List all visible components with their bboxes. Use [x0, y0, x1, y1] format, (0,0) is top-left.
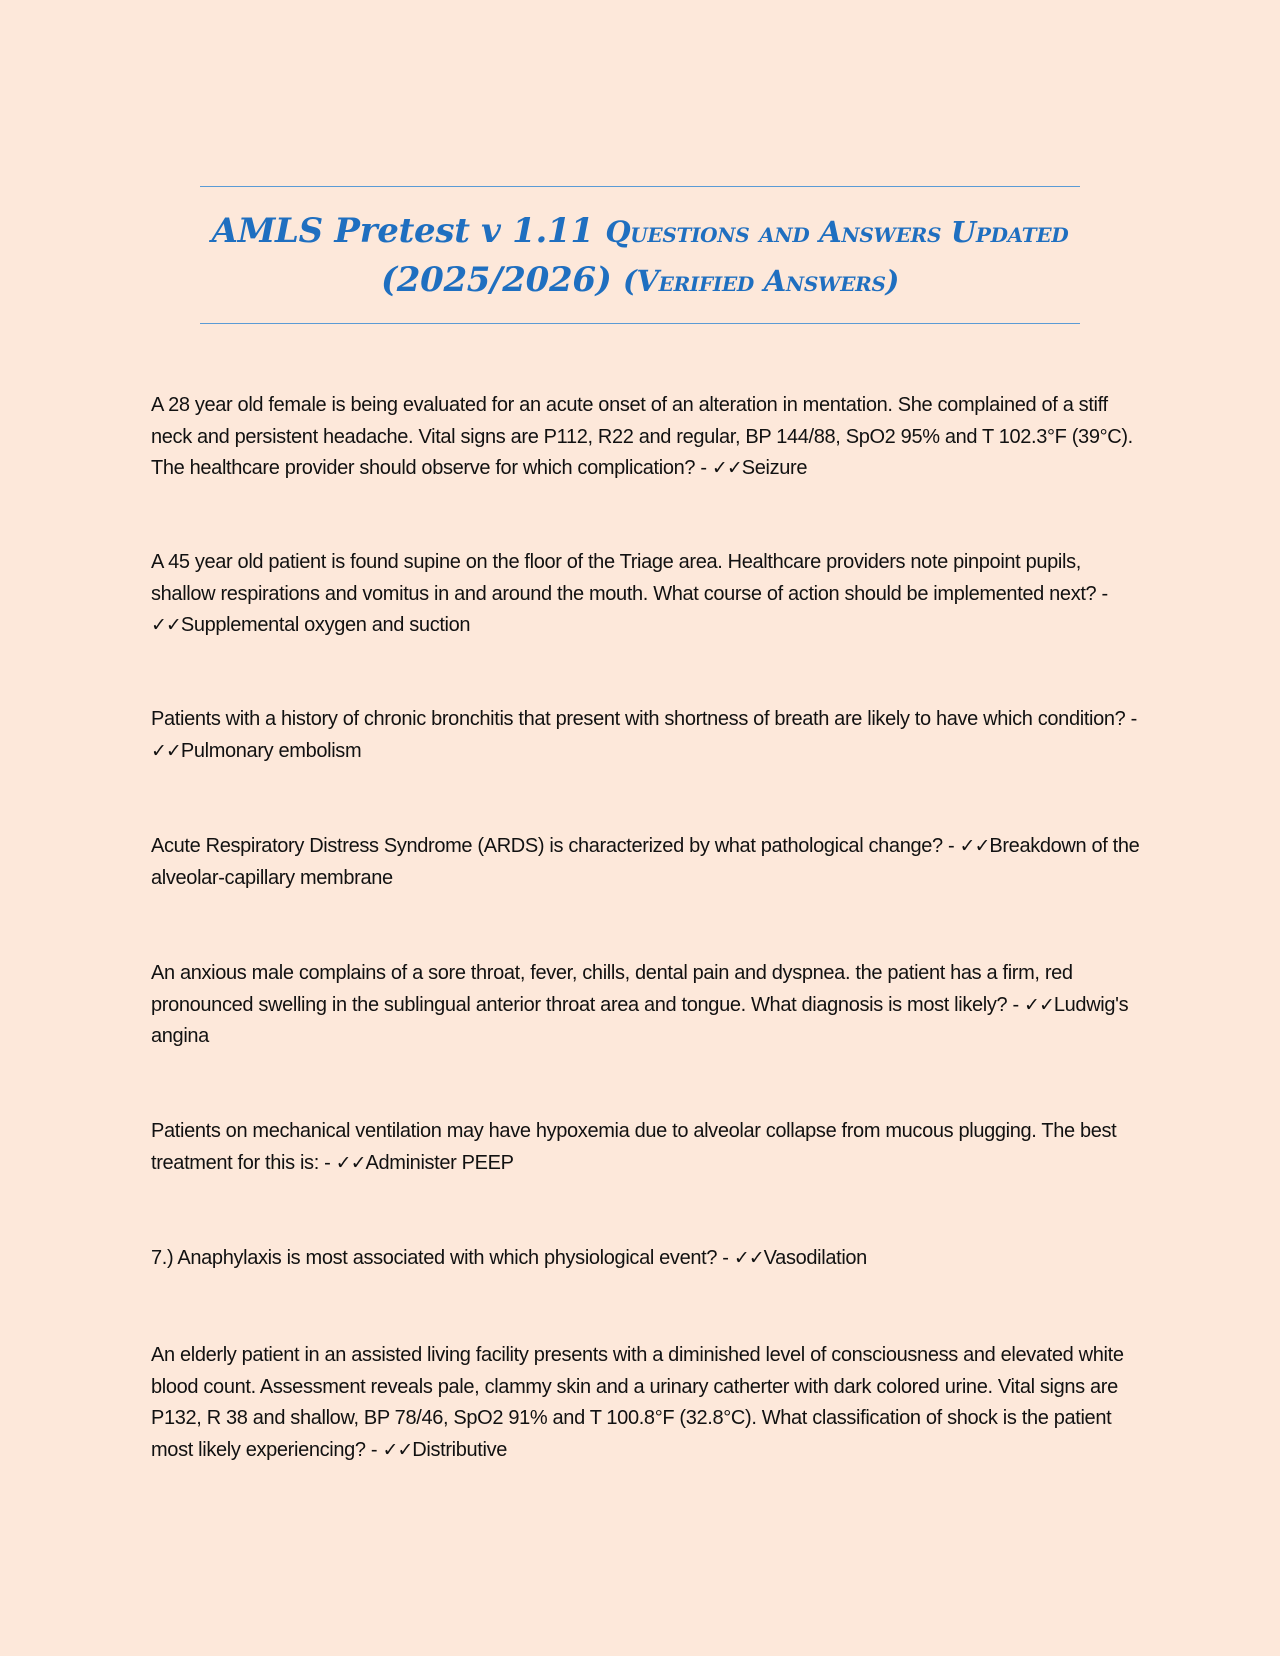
separator: -: [717, 1247, 734, 1269]
check-icon: ✓✓: [151, 739, 181, 762]
check-icon: ✓✓: [733, 1247, 764, 1269]
qa-item-7: [151, 1243, 1141, 1275]
document-title: [200, 187, 1080, 305]
question-text: An elderly patient in an assisted living facility presents with a diminished level of consciousness and elevated white blood count. Assessment reveals pale, clammy skin and a urinary catherter with dark colored urine. Vital signs are P132, R 38 and shallow, BP 78/46, SpO2 91% and T 100.8°F (32.8°C). What classification of shock is the patient most likely experiencing?: [151, 1344, 1124, 1461]
answer-text: Pulmonary embolism: [180, 739, 362, 762]
qa-item-1: [151, 390, 1141, 485]
check-icon: ✓✓: [1024, 993, 1054, 1016]
answer-text: Ludwig's angina: [151, 993, 1129, 1047]
check-icon: ✓✓: [151, 614, 181, 636]
question-text: A 45 year old patient is found supine on the floor of the Triage area. Healthcare providers note pinpoint pupils, shallow respirations and vomitus in and around the mouth. What course of action should be implemented next?: [151, 551, 1097, 605]
separator: -: [695, 457, 712, 479]
qa-item-8: [151, 1340, 1141, 1466]
check-icon: ✓✓: [711, 457, 742, 479]
question-text: Acute Respiratory Distress Syndrome (ARDS) is characterized by what pathological change?: [151, 835, 943, 857]
separator: -: [365, 1438, 383, 1461]
separator: -: [1125, 708, 1137, 730]
title-subtitle: Questions and Answers Updated: [605, 215, 1069, 249]
question-text: A 28 year old female is being evaluated for an acute onset of an alteration in mentation. She complained of a stiff neck and persistent headache. Vital signs are P112, R22 and regular, BP 144/88, SpO2 95% and T 102.3°F (39°C). The healthcare provider should observe for which complication?: [151, 394, 1133, 479]
answer-text: Administer PEEP: [365, 1151, 514, 1174]
answer-text: Breakdown of the alveolar-capillary membrane: [151, 835, 1140, 889]
check-icon: ✓✓: [382, 1438, 413, 1461]
document-title-block: [200, 186, 1080, 324]
title-main: AMLS Pretest v 1.11: [211, 211, 594, 251]
qa-item-3: [151, 704, 1141, 767]
qa-item-5: [151, 958, 1141, 1053]
answer-text: Supplemental oxygen and suction: [180, 614, 471, 636]
qa-item-2: [151, 547, 1141, 642]
answer-text: Vasodilation: [763, 1247, 867, 1269]
separator: -: [1096, 582, 1108, 605]
separator: -: [1007, 993, 1025, 1016]
qa-item-4: [151, 831, 1141, 894]
check-icon: ✓✓: [335, 1151, 366, 1174]
answer-text: Distributive: [412, 1438, 507, 1461]
answer-text: Seizure: [741, 457, 808, 479]
check-icon: ✓✓: [959, 835, 990, 857]
title-verified: (Verified Answers): [623, 264, 900, 298]
question-text: 7.) Anaphylaxis is most associated with which physiological event?: [151, 1247, 718, 1269]
question-text: An anxious male complains of a sore throat, fever, chills, dental pain and dyspnea. the patient has a firm, red pronounced swelling in the sublingual anterior throat area and tongue. What diagnosis is most likely?: [151, 962, 1073, 1016]
separator: -: [942, 835, 960, 857]
title-year: (2025/2026): [380, 260, 612, 300]
question-text: Patients on mechanical ventilation may have hypoxemia due to alveolar collapse from mucous plugging. The best treatment for this is:: [151, 1120, 1117, 1174]
question-text: Patients with a history of chronic bronchitis that present with shortness of breath are likely to have which condition?: [151, 708, 1126, 730]
qa-item-6: [151, 1116, 1141, 1179]
separator: -: [318, 1151, 336, 1174]
